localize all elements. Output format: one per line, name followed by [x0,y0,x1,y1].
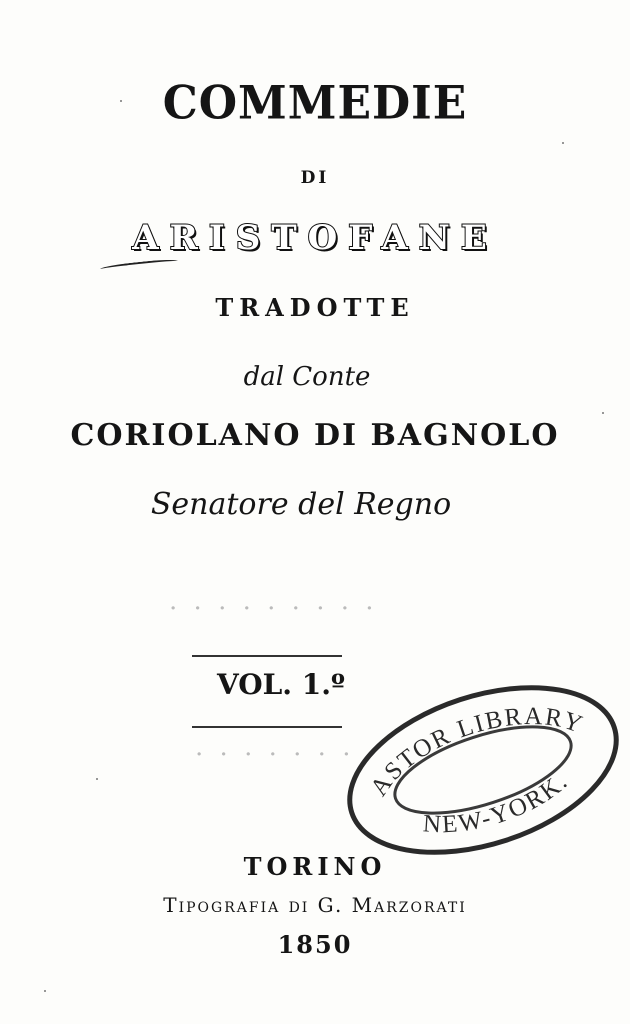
publication-year: 1850 [277,930,353,959]
paper-speck [562,142,564,144]
translated-label: TRADOTTE [215,293,415,322]
translator-title: Senatore del Regno [150,487,452,522]
stamp-text-bottom: NEW-YORK. [422,767,574,839]
paper-speck [120,100,122,102]
volume-rule-top [192,655,342,657]
paper-speck [96,778,98,780]
publication-place: TORINO [243,852,387,881]
faded-erased-text-top: · · · · · · · · · [170,598,379,619]
printer-name: Tipografia di G. Marzorati [163,893,467,917]
book-title: COMMEDIE [162,76,468,131]
faded-erased-text-bottom: · · · · · · · · [196,744,380,765]
translator-prefix: dal Conte [243,362,371,392]
title-connector: DI [300,168,330,188]
translator-name: CORIOLANO DI BAGNOLO [70,418,560,453]
author-name: ARISTOFANE [132,218,498,258]
paper-speck [44,990,46,992]
volume-number: VOL. 1.º [216,668,346,701]
paper-speck [602,412,604,414]
stamp-text-top: ASTOR LIBRARY [365,702,588,802]
volume-rule-bottom [192,726,342,728]
pen-underline-mark [100,258,178,272]
